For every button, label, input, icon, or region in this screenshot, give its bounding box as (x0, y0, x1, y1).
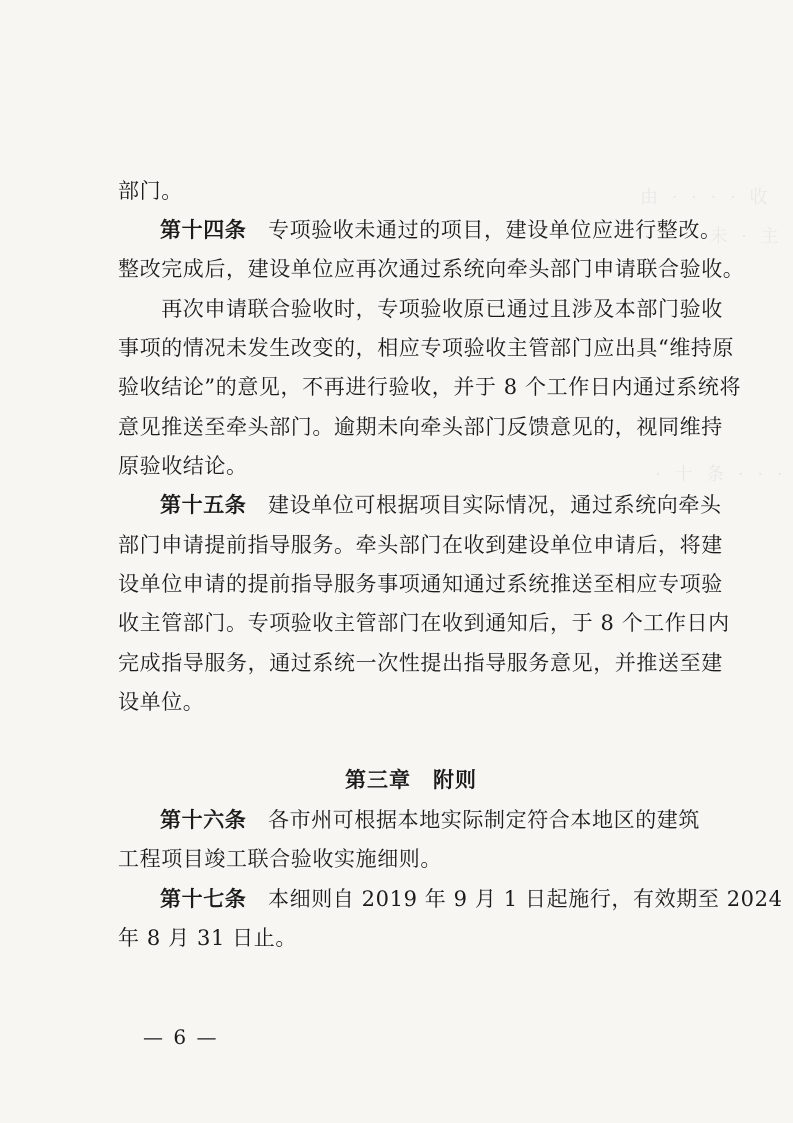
body-line (118, 648, 723, 678)
line-text: 再次申请联合验收时，专项验收原已通过且涉及本部门验收 (118, 297, 723, 321)
body-line (118, 923, 297, 953)
article-first-line (160, 805, 700, 835)
body-line (118, 372, 741, 402)
body-line (118, 176, 183, 206)
line-text: 年 8 月 31 日止。 (118, 926, 297, 950)
body-line (118, 333, 734, 363)
article-number: 第十四条 (160, 218, 247, 242)
article-first-line (160, 490, 722, 520)
body-line (118, 451, 248, 481)
line-text: 设单位申请的提前指导服务事项通知通过系统推送至相应专项验 (118, 572, 723, 596)
body-line (118, 569, 723, 599)
body-line (118, 687, 204, 717)
body-line (118, 844, 442, 874)
line-text: 设单位。 (118, 690, 205, 714)
article-number: 第十六条 (160, 808, 247, 832)
article-first-line (160, 884, 783, 914)
article-number: 第十七条 (160, 887, 247, 911)
line-text: 事项的情况未发生改变的，相应专项验收主管部门应出具“维持原 (118, 336, 735, 360)
line-text: 意见推送至牵头部门。逾期未向牵头部门反馈意见的，视同维持 (118, 415, 723, 439)
line-text: 收主管部门。专项验收主管部门在收到通知后，于 8 个工作日内 (118, 611, 730, 635)
line-text: 本细则自 2019 年 9 月 1 日起施行，有效期至 2024 (246, 887, 783, 911)
line-text: 各市州可根据本地实际制定符合本地区的建筑 (246, 808, 701, 832)
line-text: 完成指导服务，通过系统一次性提出指导服务意见，并推送至建 (118, 651, 723, 675)
line-text: 验收结论”的意见，不再进行验收，并于 8 个工作日内通过系统将 (118, 375, 742, 399)
page-number: — 6 — (143, 1025, 219, 1049)
line-text: 原验收结论。 (118, 454, 248, 478)
body-line (118, 530, 723, 560)
chapter-heading (345, 765, 477, 795)
line-text: 部门。 (118, 179, 183, 203)
line-text: 建设单位可根据项目实际情况，通过系统向牵头 (246, 493, 722, 517)
body-line (118, 254, 744, 284)
chapter-title: 第三章 附则 (345, 768, 477, 792)
bleed-through-mark: · 十 条 · · · (655, 464, 787, 485)
body-line (118, 412, 723, 442)
line-text: 整改完成后，建设单位应再次通过系统向牵头部门申请联合验收。 (118, 257, 745, 281)
line-text: 专项验收未通过的项目，建设单位应进行整改。 (246, 218, 722, 242)
article-number: 第十五条 (160, 493, 247, 517)
body-line (118, 294, 723, 324)
bleed-through-mark: · 未 · 主 (690, 226, 783, 247)
line-text: 工程项目竣工联合验收实施细则。 (118, 847, 442, 871)
article-first-line (160, 215, 722, 245)
bleed-through-mark: 由 · · · · 收 (640, 187, 772, 208)
body-line (118, 608, 730, 638)
line-text: 部门申请提前指导服务。牵头部门在收到建设单位申请后，将建 (118, 533, 723, 557)
